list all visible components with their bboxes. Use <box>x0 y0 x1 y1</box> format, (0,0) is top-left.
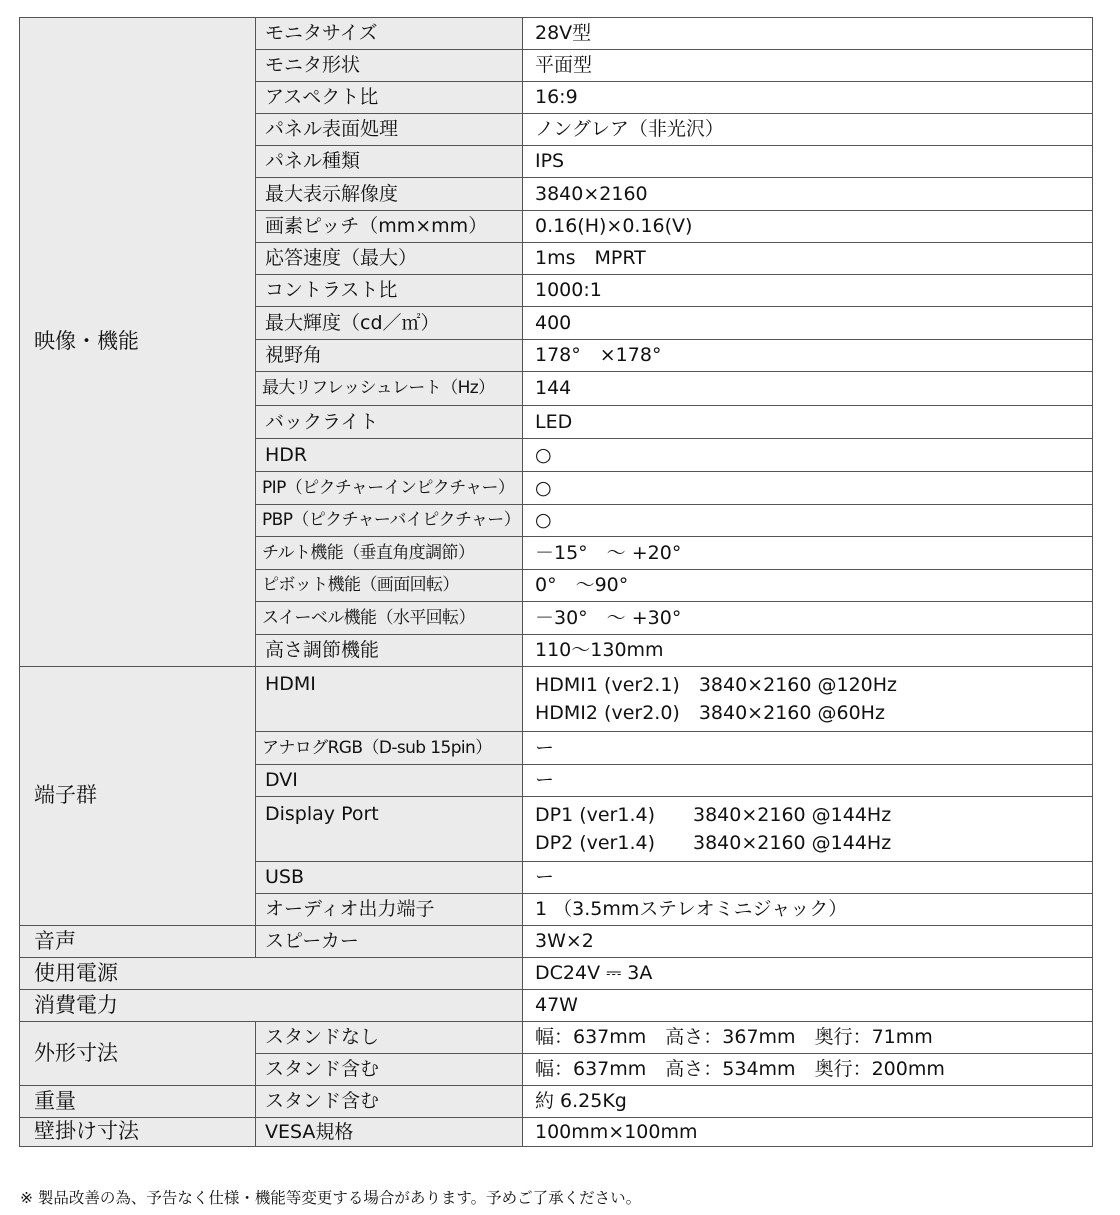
spec-value: 0° ～90° <box>523 570 1093 602</box>
spec-value: ○ <box>523 472 1093 505</box>
spec-value <box>523 797 1093 862</box>
dp-line-1: DP1 (ver1.4) 3840×2160 @144Hz <box>535 804 892 826</box>
spec-row <box>20 667 1093 732</box>
spec-label: アスペクト比 <box>256 82 523 114</box>
spec-label: パネル種類 <box>256 146 523 178</box>
spec-row <box>20 926 1093 958</box>
spec-value: 幅：637mm 高さ：367mm 奥行：71mm <box>523 1022 1093 1054</box>
spec-label: 最大リフレッシュレート（Hz） <box>256 372 523 406</box>
spec-label: オーディオ出力端子 <box>256 894 523 926</box>
spec-label: スタンド含む <box>256 1054 523 1086</box>
spec-value: 1 （3.5mmステレオミニジャック） <box>523 894 1093 926</box>
spec-label: Display Port <box>256 797 523 862</box>
spec-value: 1000:1 <box>523 275 1093 307</box>
spec-label: スタンドなし <box>256 1022 523 1054</box>
spec-label: チルト機能（垂直角度調節） <box>256 537 523 570</box>
spec-value: 16:9 <box>523 82 1093 114</box>
spec-label: 最大表示解像度 <box>256 178 523 211</box>
spec-label: USB <box>256 862 523 894</box>
spec-value: ー <box>523 732 1093 765</box>
spec-label: PIP（ピクチャーインピクチャー） <box>256 472 523 505</box>
spec-value: 178° ×178° <box>523 340 1093 372</box>
spec-value: －30° ～ +30° <box>523 602 1093 635</box>
spec-value: 幅：637mm 高さ：534mm 奥行：200mm <box>523 1054 1093 1086</box>
spec-row <box>20 18 1093 50</box>
spec-value: 1ms MPRT <box>523 243 1093 275</box>
spec-row <box>20 1118 1093 1147</box>
spec-value: LED <box>523 406 1093 439</box>
spec-value: 3840×2160 <box>523 178 1093 211</box>
spec-value: 47W <box>523 990 1093 1022</box>
spec-value: ー <box>523 765 1093 797</box>
spec-label: PBP（ピクチャーバイピクチャー） <box>256 505 523 537</box>
spec-value: ノングレア（非光沢） <box>523 114 1093 146</box>
spec-value: 100mm×100mm <box>523 1118 1093 1147</box>
spec-label: 応答速度（最大） <box>256 243 523 275</box>
spec-label: 高さ調節機能 <box>256 635 523 667</box>
category-ports: 端子群 <box>20 667 256 926</box>
spec-row <box>20 990 1093 1022</box>
spec-label: スピーカー <box>256 926 523 958</box>
category-audio: 音声 <box>20 926 256 958</box>
hdmi-line-1: HDMI1 (ver2.1) 3840×2160 @120Hz <box>535 674 898 696</box>
spec-value: －15° ～ +20° <box>523 537 1093 570</box>
spec-value: ○ <box>523 505 1093 537</box>
spec-value: 110～130mm <box>523 635 1093 667</box>
spec-value: 400 <box>523 307 1093 340</box>
spec-label: パネル表面処理 <box>256 114 523 146</box>
spec-label: スタンド含む <box>256 1086 523 1118</box>
spec-value: 平面型 <box>523 50 1093 82</box>
spec-value: ー <box>523 862 1093 894</box>
spec-label: 画素ピッチ（mm×mm） <box>256 211 523 243</box>
spec-table <box>19 17 1093 1147</box>
category-power-consumption: 消費電力 <box>20 990 523 1022</box>
category-weight: 重量 <box>20 1086 256 1118</box>
spec-value: 3W×2 <box>523 926 1093 958</box>
category-power-source: 使用電源 <box>20 958 523 990</box>
spec-row <box>20 958 1093 990</box>
spec-value <box>523 667 1093 732</box>
spec-label: 最大輝度（cd／㎡） <box>256 307 523 340</box>
spec-value: IPS <box>523 146 1093 178</box>
spec-label: VESA規格 <box>256 1118 523 1147</box>
spec-row <box>20 1022 1093 1054</box>
spec-value: DC24V ⎓ 3A <box>523 958 1093 990</box>
category-video: 映像・機能 <box>20 18 256 667</box>
spec-label: 視野角 <box>256 340 523 372</box>
spec-label: モニタサイズ <box>256 18 523 50</box>
spec-label: HDR <box>256 439 523 472</box>
spec-label: HDMI <box>256 667 523 732</box>
spec-value: ○ <box>523 439 1093 472</box>
spec-label: コントラスト比 <box>256 275 523 307</box>
spec-value: 0.16(H)×0.16(V) <box>523 211 1093 243</box>
category-wall-mount: 壁掛け寸法 <box>20 1118 256 1147</box>
spec-label: ピボット機能（画面回転） <box>256 570 523 602</box>
spec-label: アナログRGB（D-sub 15pin） <box>256 732 523 765</box>
spec-label: モニタ形状 <box>256 50 523 82</box>
spec-value: 144 <box>523 372 1093 406</box>
spec-label: スイーベル機能（水平回転） <box>256 602 523 635</box>
dp-line-2: DP2 (ver1.4) 3840×2160 @144Hz <box>535 832 892 854</box>
spec-row <box>20 1086 1093 1118</box>
hdmi-line-2: HDMI2 (ver2.0) 3840×2160 @60Hz <box>535 702 885 724</box>
footnote: ※ 製品改善の為、予告なく仕様・機能等変更する場合があります。予めご了承ください。 <box>20 1189 642 1207</box>
spec-value: 28V型 <box>523 18 1093 50</box>
category-dimensions: 外形寸法 <box>20 1022 256 1086</box>
spec-label: DVI <box>256 765 523 797</box>
spec-value: 約 6.25Kg <box>523 1086 1093 1118</box>
spec-label: バックライト <box>256 406 523 439</box>
